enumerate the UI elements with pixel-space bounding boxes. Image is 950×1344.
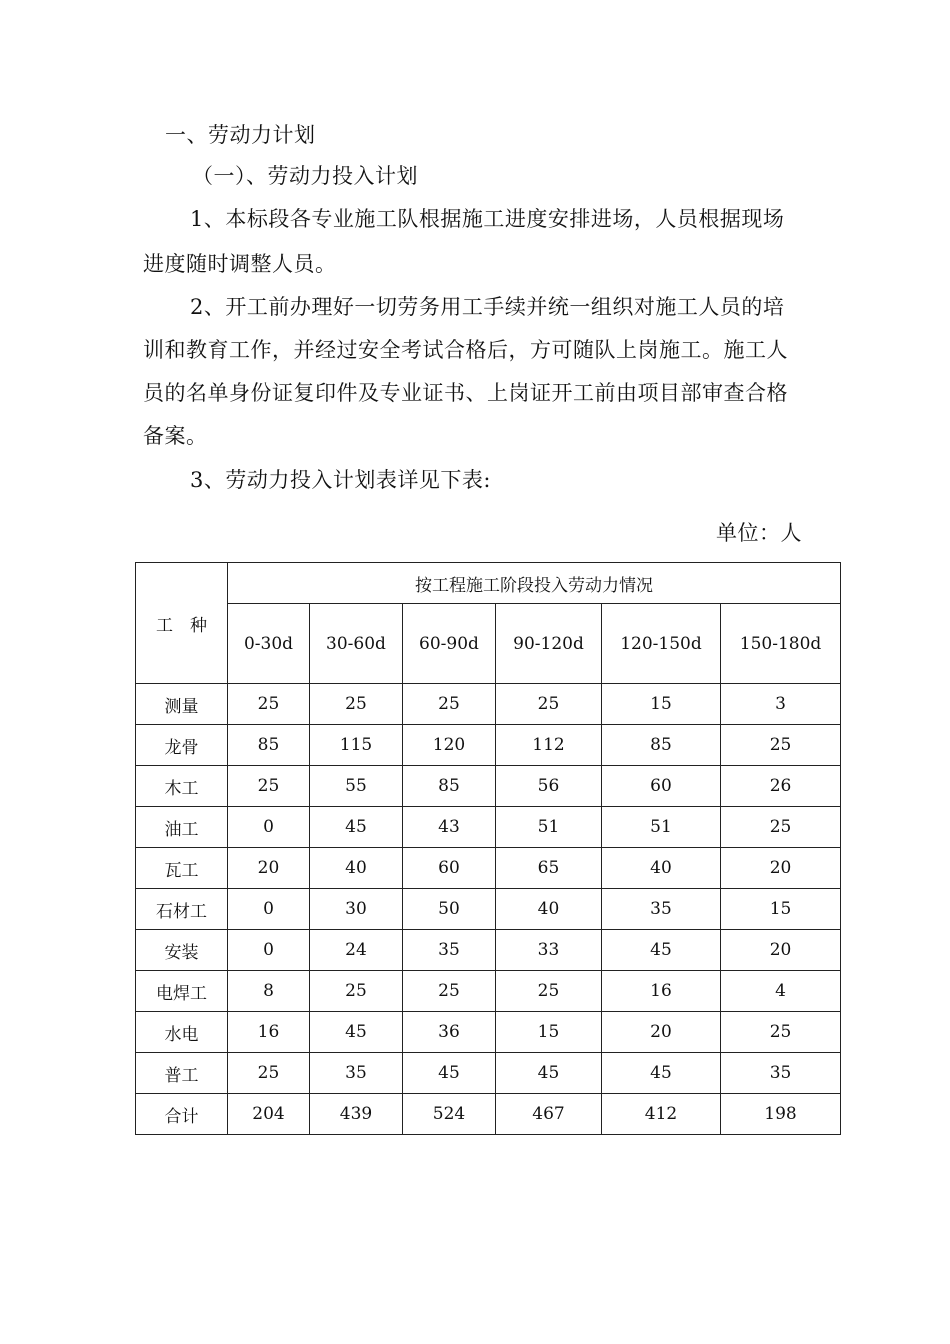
trade-name-cell: 木工 xyxy=(136,766,228,807)
value-cell: 40 xyxy=(496,889,602,930)
value-cell: 26 xyxy=(721,766,841,807)
trade-name-cell: 合计 xyxy=(136,1094,228,1135)
value-cell: 524 xyxy=(403,1094,496,1135)
value-cell: 20 xyxy=(721,930,841,971)
period-header: 30-60d xyxy=(310,604,403,684)
trade-name-cell: 安装 xyxy=(136,930,228,971)
value-cell: 412 xyxy=(602,1094,721,1135)
trade-name-cell: 普工 xyxy=(136,1053,228,1094)
value-cell: 45 xyxy=(602,1053,721,1094)
value-cell: 15 xyxy=(602,684,721,725)
value-cell: 112 xyxy=(496,725,602,766)
stage-group-header: 按工程施工阶段投入劳动力情况 xyxy=(228,563,841,604)
value-cell: 45 xyxy=(310,1012,403,1053)
value-cell: 25 xyxy=(228,766,310,807)
value-cell: 85 xyxy=(403,766,496,807)
table-row xyxy=(136,848,841,889)
value-cell: 51 xyxy=(602,807,721,848)
table-row xyxy=(136,889,841,930)
value-cell: 45 xyxy=(496,1053,602,1094)
paragraph-2-line-4: 备案。 xyxy=(143,424,208,448)
period-header: 90-120d xyxy=(496,604,602,684)
value-cell: 25 xyxy=(721,1012,841,1053)
paragraph-3: 3、劳动力投入计划表详见下表: xyxy=(190,468,491,492)
trade-name-cell: 石材工 xyxy=(136,889,228,930)
trade-name-cell: 龙骨 xyxy=(136,725,228,766)
unit-label: 单位：人 xyxy=(716,521,802,545)
value-cell: 25 xyxy=(721,725,841,766)
value-cell: 40 xyxy=(602,848,721,889)
trade-name-cell: 油工 xyxy=(136,807,228,848)
value-cell: 20 xyxy=(228,848,310,889)
value-cell: 40 xyxy=(310,848,403,889)
trade-header: 工 种 xyxy=(136,563,228,684)
value-cell: 15 xyxy=(496,1012,602,1053)
value-cell: 36 xyxy=(403,1012,496,1053)
total-row xyxy=(136,1094,841,1135)
value-cell: 35 xyxy=(602,889,721,930)
value-cell: 0 xyxy=(228,889,310,930)
value-cell: 45 xyxy=(602,930,721,971)
period-header: 150-180d xyxy=(721,604,841,684)
period-header: 60-90d xyxy=(403,604,496,684)
value-cell: 467 xyxy=(496,1094,602,1135)
value-cell: 16 xyxy=(602,971,721,1012)
value-cell: 25 xyxy=(403,684,496,725)
value-cell: 25 xyxy=(403,971,496,1012)
value-cell: 50 xyxy=(403,889,496,930)
value-cell: 204 xyxy=(228,1094,310,1135)
value-cell: 35 xyxy=(403,930,496,971)
paragraph-1-line-2: 进度随时调整人员。 xyxy=(143,252,337,276)
value-cell: 8 xyxy=(228,971,310,1012)
value-cell: 120 xyxy=(403,725,496,766)
value-cell: 85 xyxy=(602,725,721,766)
value-cell: 15 xyxy=(721,889,841,930)
value-cell: 30 xyxy=(310,889,403,930)
value-cell: 55 xyxy=(310,766,403,807)
value-cell: 51 xyxy=(496,807,602,848)
value-cell: 85 xyxy=(228,725,310,766)
value-cell: 60 xyxy=(602,766,721,807)
value-cell: 4 xyxy=(721,971,841,1012)
value-cell: 45 xyxy=(310,807,403,848)
table-body xyxy=(136,684,841,1135)
value-cell: 25 xyxy=(310,971,403,1012)
value-cell: 56 xyxy=(496,766,602,807)
period-header: 0-30d xyxy=(228,604,310,684)
table-row xyxy=(136,807,841,848)
value-cell: 25 xyxy=(496,971,602,1012)
table-row xyxy=(136,766,841,807)
paragraph-2-line-3: 员的名单身份证复印件及专业证书、上岗证开工前由项目部审查合格 xyxy=(143,381,788,405)
value-cell: 25 xyxy=(721,807,841,848)
table-row xyxy=(136,684,841,725)
subsection-heading: （一）、劳动力投入计划 xyxy=(192,164,418,188)
trade-name-cell: 水电 xyxy=(136,1012,228,1053)
value-cell: 0 xyxy=(228,807,310,848)
labor-plan-table xyxy=(135,562,841,1135)
value-cell: 0 xyxy=(228,930,310,971)
paragraph-1-line-1: 1、本标段各专业施工队根据施工进度安排进场，人员根据现场 xyxy=(190,207,785,231)
table-row xyxy=(136,971,841,1012)
table-row xyxy=(136,1053,841,1094)
value-cell: 25 xyxy=(228,1053,310,1094)
value-cell: 25 xyxy=(310,684,403,725)
value-cell: 3 xyxy=(721,684,841,725)
value-cell: 24 xyxy=(310,930,403,971)
value-cell: 33 xyxy=(496,930,602,971)
trade-name-cell: 测量 xyxy=(136,684,228,725)
value-cell: 65 xyxy=(496,848,602,889)
table-row xyxy=(136,1012,841,1053)
table-row xyxy=(136,930,841,971)
value-cell: 115 xyxy=(310,725,403,766)
value-cell: 35 xyxy=(721,1053,841,1094)
value-cell: 439 xyxy=(310,1094,403,1135)
section-heading: 一、劳动力计划 xyxy=(165,123,316,147)
value-cell: 25 xyxy=(496,684,602,725)
period-header: 120-150d xyxy=(602,604,721,684)
value-cell: 198 xyxy=(721,1094,841,1135)
value-cell: 20 xyxy=(721,848,841,889)
paragraph-2-line-1: 2、开工前办理好一切劳务用工手续并统一组织对施工人员的培 xyxy=(190,295,785,319)
trade-name-cell: 瓦工 xyxy=(136,848,228,889)
value-cell: 35 xyxy=(310,1053,403,1094)
value-cell: 20 xyxy=(602,1012,721,1053)
value-cell: 43 xyxy=(403,807,496,848)
value-cell: 16 xyxy=(228,1012,310,1053)
value-cell: 25 xyxy=(228,684,310,725)
value-cell: 45 xyxy=(403,1053,496,1094)
table-row xyxy=(136,725,841,766)
value-cell: 60 xyxy=(403,848,496,889)
trade-name-cell: 电焊工 xyxy=(136,971,228,1012)
paragraph-2-line-2: 训和教育工作，并经过安全考试合格后，方可随队上岗施工。施工人 xyxy=(143,338,788,362)
